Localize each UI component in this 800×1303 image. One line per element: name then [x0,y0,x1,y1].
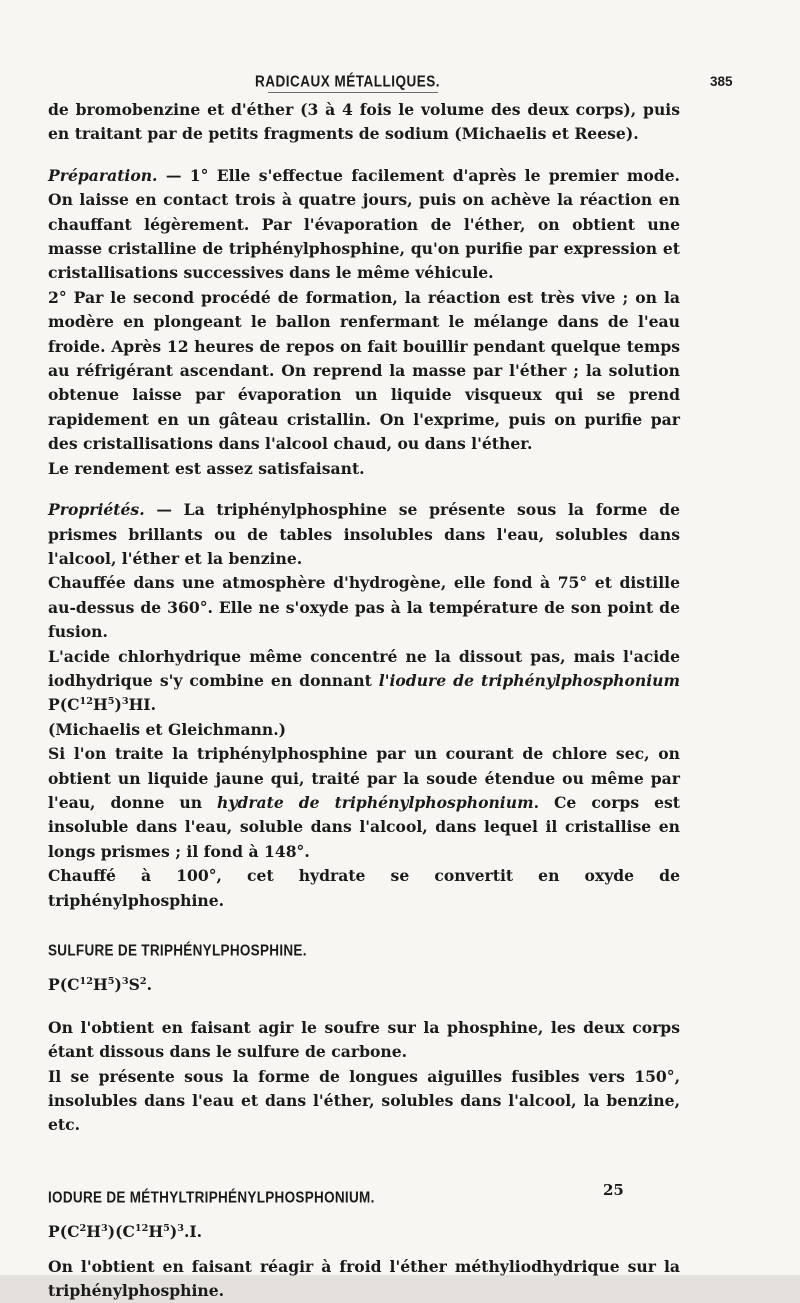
section-heading: SULFURE DE TRIPHÉNYLPHOSPHINE. [48,941,307,960]
hydrate-name: hydrate de triphénylphosphonium [217,792,534,812]
properties-text: — La triphénylphosphine se présente sous la forme de prismes brillants ou de tables insolubles dans l'eau, solubles dans l'alcool, l'éther et la benzine. [48,500,680,568]
body-text [48,98,680,1303]
paragraph-properties [48,498,680,571]
paragraph: de bromobenzine et d'éther (3 à 4 fois le volume des deux corps), puis en traitant par de petits fragments de sodium (Michaelis et Reese). [48,100,680,144]
paragraph: Le rendement est assez satisfaisant. [48,458,365,478]
paragraph: On l'obtient en faisant réagir à froid l'éther méthyliodhydrique sur la triphénylphosphine. [48,1256,680,1301]
chemical-formula: $P(C^{12}H^5)^3S^2$. [48,975,152,995]
paragraph: Chauffée dans une atmosphère d'hydrogène, elle fond à 75° et distille au-dessus de 360°. Elle ne s'oxyde pas à la température de son point de fusion. [48,573,680,642]
attribution: (Michaelis et Gleichmann.) [48,719,287,739]
paragraph: Chauffé à 100°, cet hydrate se convertit en oxyde de triphénylphosphine. [48,866,680,910]
paragraph: On l'obtient en faisant agir le soufre sur la phosphine, les deux corps étant dissous dans le sulfure de carbone. [48,1017,680,1062]
preparation-label: Préparation. [48,165,158,185]
page-number: 385 [710,74,733,89]
paragraph-iodide: L'acide chlorhydrique même concentré ne la dissout pas, mais l'acide iodhydrique s'y combine en donnant l'iodure de triphénylphosphonium $P(C^{12}H^5)^3HI$. [48,646,680,715]
preparation-text: — 1° Elle s'effectue facilement d'après le premier mode. On laisse en contact trois à quatre jours, puis on achève la réaction en chauffant légèrement. Par l'évaporation de l'éther, on obtient une masse cristalline de triphénylphosphine, qu'on purifie par expression et cristallisations successives dans le même véhicule. [48,165,680,283]
running-header: RADICAUX MÉTALLIQUES. [255,72,440,91]
paragraph-hydrate: Si l'on traite la triphénylphosphine par un courant de chlore sec, on obtient un liquide jaune qui, traité par la soude étendue ou même par l'eau, donne un hydrate de triphénylphosphonium. Ce corps est insoluble dans l'eau, soluble dans l'alcool, dans lequel il cristallise en longs prismes ; il fond à 148°. [48,744,680,861]
paragraph: Il se présente sous la forme de longues aiguilles fusibles vers 150°, insolubles dans l'eau et dans l'éther, solubles dans l'alcool, la benzine, etc. [48,1066,680,1135]
iodide-name: l'iodure de triphénylphosphonium [378,670,680,690]
header-rule [268,92,438,93]
chemical-formula: $P(C^2H^3)(C^{12}H^5)^3.I$. [48,1222,203,1242]
section-heading: IODURE DE MÉTHYLTRIPHÉNYLPHOSPHONIUM. [48,1188,375,1206]
paragraph-preparation [48,164,680,286]
properties-label: Propriétés. [48,500,145,520]
signature-mark: 25 [603,1181,624,1199]
paragraph: 2° Par le second procédé de formation, la réaction est très vive ; on la modère en plongeant le ballon renfermant le mélange dans de l'eau froide. Après 12 heures de repos on fait bouillir pendant quelque temps au réfrigérant ascendant. On reprend la masse par l'éther ; la solution obtenue laisse par évaporation un liquide visqueux qui se prend rapidement en un gâteau cristallin. On l'exprime, puis on purifie par des cristallisations dans l'alcool chaud, ou dans l'éther. [48,287,680,454]
